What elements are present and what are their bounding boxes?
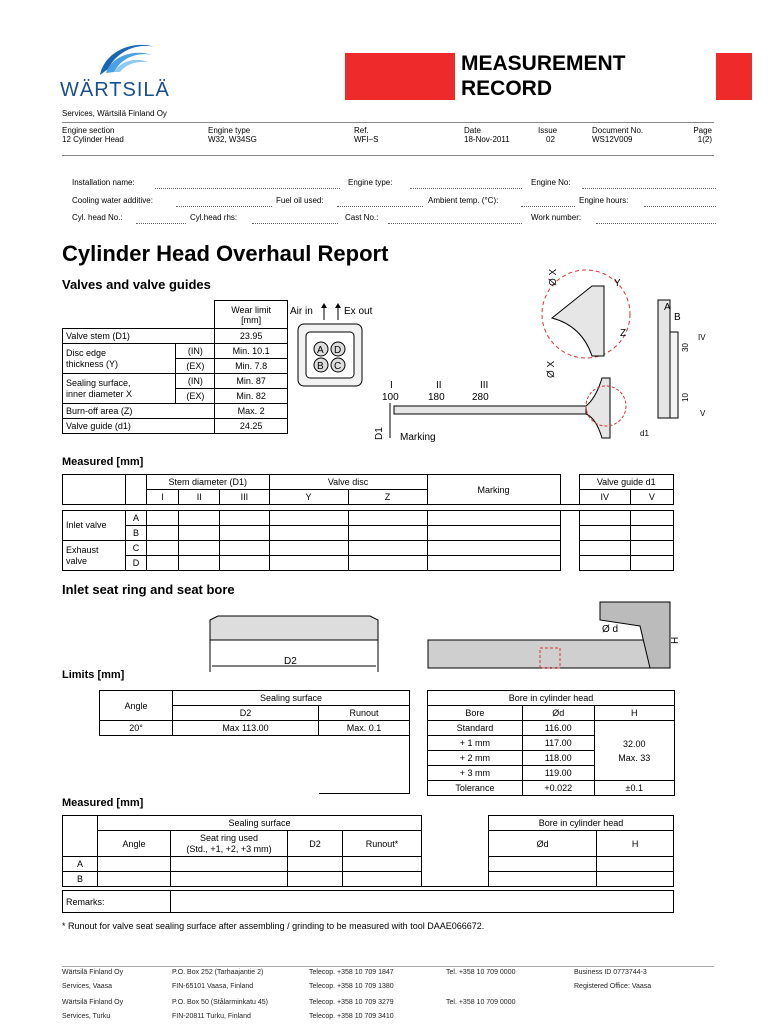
installation-label: Installation name:	[72, 178, 135, 187]
hours-label: Engine hours:	[579, 196, 629, 205]
valve-c-label: C	[334, 361, 342, 372]
wave-logo-icon	[60, 35, 160, 85]
cooling-label: Cooling water additive:	[72, 196, 153, 205]
seat-heading: Inlet seat ring and seat bore	[62, 582, 235, 597]
report-title: Cylinder Head Overhaul Report	[62, 241, 389, 266]
bore-limits-table: Bore in cylinder head Bore Ød H Standard 116.00 32.00 Max. 33 + 1 mm 117.00 + 2 mm 118.00 + 3 mm 119.00 Tolerance +0.022 ±0.1	[427, 690, 675, 796]
dim-100-label: 100	[382, 392, 399, 403]
hours-field[interactable]	[644, 206, 716, 207]
d1-label: D1	[374, 427, 385, 440]
ambient-label: Ambient temp. (°C):	[428, 196, 499, 205]
work-no-label: Work number:	[531, 213, 582, 222]
d1-small-label: d1	[640, 429, 649, 438]
red-block-left	[345, 53, 455, 100]
cyl-head-rhs-field[interactable]	[252, 223, 338, 224]
dim-280-label: 280	[472, 392, 489, 403]
fuel-oil-label: Fuel oil used:	[276, 196, 324, 205]
limits-heading: Limits [mm]	[62, 669, 125, 681]
ox-label: Ø X	[546, 360, 557, 378]
fuel-oil-field[interactable]	[337, 206, 423, 207]
engine-type-label: Engine type:	[348, 178, 393, 187]
valves-heading: Valves and valve guides	[62, 277, 211, 292]
guide-b-label: B	[674, 312, 681, 323]
wartsila-logo	[60, 35, 170, 105]
footnote: * Runout for valve seat sealing surface after assembling / grinding to be measured with tool DAAE066672.	[62, 921, 485, 931]
valve-d-label: D	[334, 345, 342, 356]
engine-no-label: Engine No:	[531, 178, 571, 187]
cast-no-label: Cast No.:	[345, 213, 379, 222]
dim-180-label: 180	[428, 392, 445, 403]
installation-field[interactable]	[155, 188, 340, 189]
engine-type-field[interactable]	[410, 188, 522, 189]
ex-out-label: Ex out	[344, 306, 373, 317]
cyl-head-no-label: Cyl. head No.:	[72, 213, 123, 222]
red-block-right	[716, 53, 752, 100]
z-label: Z	[620, 328, 627, 339]
marking-label: Marking	[400, 432, 436, 443]
air-in-label: Air in	[290, 306, 313, 317]
work-no-field[interactable]	[596, 223, 716, 224]
cast-no-field[interactable]	[388, 223, 522, 224]
dim-ii-label: II	[436, 380, 442, 391]
y-label: Y	[614, 278, 621, 289]
cyl-head-rhs-label: Cyl.head rhs:	[190, 213, 238, 222]
valve-diagram	[286, 268, 716, 448]
guide-a-label: A	[664, 302, 671, 313]
sealing-limits-table: Angle Sealing surface D2 Runout 20° Max 113.00 Max. 0.1	[99, 690, 410, 794]
header-fields: Engine section 12 Cylinder Head Engine type W32, W34SG Ref. WFI–S Date 18-Nov-2011 Issue 02 Document No. WS12V009 Page 1(2)	[62, 126, 712, 144]
company-name: Services, Wärtsilä Finland Oy	[62, 109, 167, 118]
n30-label: 30	[681, 343, 690, 352]
iv-label: IV	[698, 333, 706, 342]
measured1-heading: Measured [mm]	[62, 456, 144, 468]
d2-label: D2	[284, 656, 297, 667]
engine-no-field[interactable]	[582, 188, 716, 189]
ox-detail-label: Ø X	[548, 268, 559, 286]
dim-iii-label: III	[480, 380, 489, 391]
valve-a-label: A	[317, 345, 324, 356]
od-label: Ø d	[602, 624, 619, 635]
valve-b-label: B	[317, 361, 324, 372]
measured2-table: Sealing surface Bore in cylinder head Angle Seat ring used (Std., +1, +2, +3 mm) D2 Runout* Ød H A B Remarks:	[62, 815, 674, 913]
seat-ring-diagram	[200, 600, 690, 680]
record-title: MEASUREMENT RECORD	[461, 52, 626, 100]
ambient-field[interactable]	[521, 206, 575, 207]
v-label: V	[700, 409, 706, 418]
cyl-head-no-field[interactable]	[136, 223, 186, 224]
dim-i-label: I	[390, 380, 393, 391]
valve-limits-table: Wear limit [mm] Valve stem (D1) 23.95 Disc edge thickness (Y) (IN) Min. 10.1 (EX) Min. 7.8 Sealing surface, inner diameter X (IN) Min. 87 (EX) Min. 82 Burn-off area (Z) Max. 2 Valve guide (d1) 24.25	[62, 300, 288, 434]
h-label: H	[670, 636, 681, 644]
logo-text: WÄRTSILÄ	[60, 79, 170, 101]
measured1-table: Stem diameter (D1) Valve disc Marking Valve guide d1 I II III Y Z IV V Inlet valve A B Exhaust valve C D	[62, 474, 674, 571]
measured2-heading: Measured [mm]	[62, 797, 144, 809]
n10-label: 10	[681, 393, 690, 402]
cooling-field[interactable]	[176, 206, 272, 207]
remarks-field[interactable]	[171, 891, 674, 913]
